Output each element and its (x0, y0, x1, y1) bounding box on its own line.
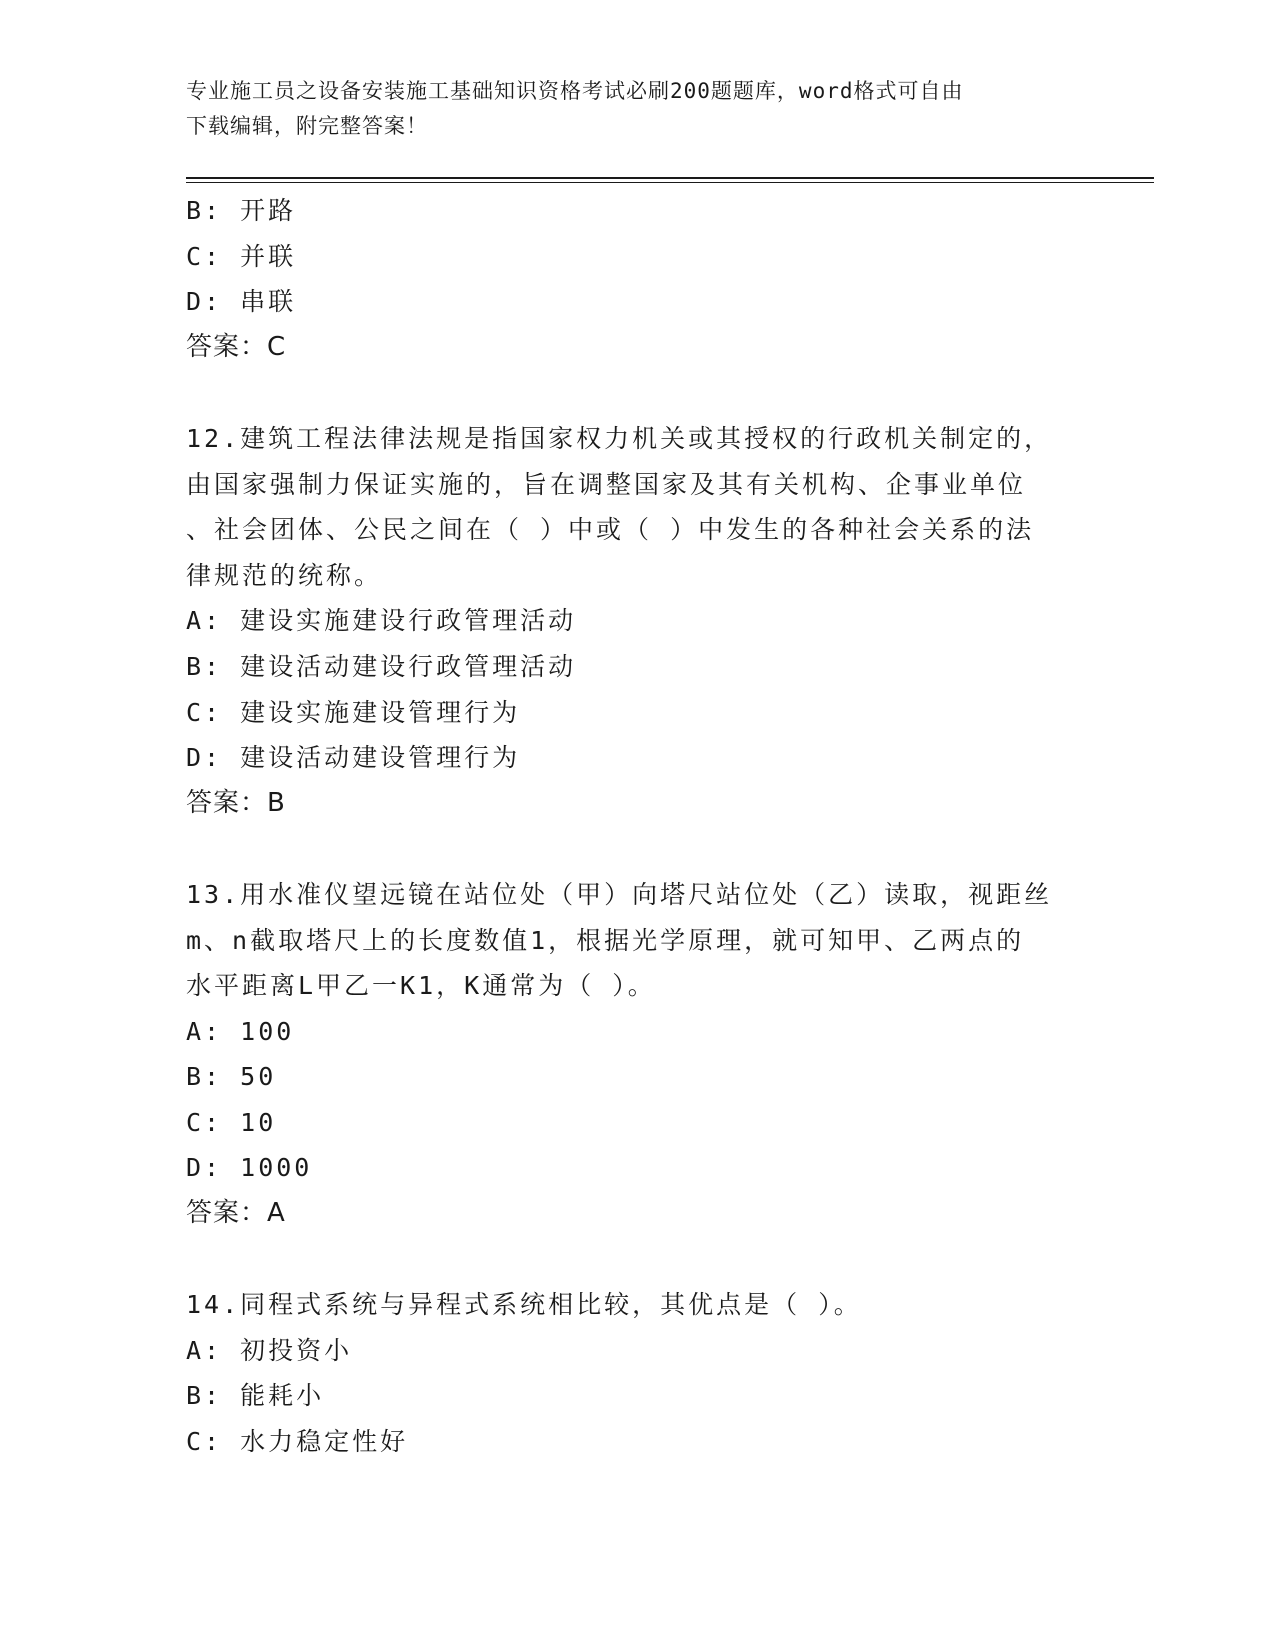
option-d: D: 串联 (186, 287, 297, 317)
option-b: B: 50 (186, 1062, 277, 1092)
option-b: B: 能耗小 (186, 1381, 325, 1411)
answer: 答案：B (186, 787, 286, 818)
question-11 (186, 188, 1086, 370)
option-b: B: 建设活动建设行政管理活动 (186, 651, 577, 681)
question-13 (186, 872, 1086, 1237)
question-stem-line: 13.用水准仪望远镜在站位处（甲）向塔尺站位处（乙）读取，视距丝 (186, 879, 1053, 909)
question-stem-line: 律规范的统称。 (186, 560, 383, 590)
spacer (186, 1237, 1086, 1283)
question-stem-line: 、社会团体、公民之间在（ ）中或（ ）中发生的各种社会关系的法 (186, 515, 1035, 545)
option-a: A: 初投资小 (186, 1335, 353, 1365)
document-header (186, 74, 1066, 144)
answer: 答案：C (186, 331, 287, 362)
header-divider-thin (186, 182, 1154, 183)
option-b: B: 开路 (186, 196, 297, 225)
question-12 (186, 416, 1086, 826)
header-divider-thick (186, 177, 1154, 179)
question-stem-line: 12.建筑工程法律法规是指国家权力机关或其授权的行政机关制定的， (186, 423, 1053, 453)
question-stem-line: 水平距离L甲乙一K1，K通常为（ ）。 (186, 971, 656, 1001)
question-stem-line: 由国家强制力保证实施的，旨在调整国家及其有关机构、企事业单位 (186, 469, 1027, 499)
question-content (186, 188, 1086, 1465)
answer: 答案：A (186, 1198, 286, 1229)
option-a: A: 100 (186, 1016, 295, 1046)
question-stem-line: m、n截取塔尺上的长度数值1，根据光学原理，就可知甲、乙两点的 (186, 925, 1025, 955)
option-c: C: 并联 (186, 241, 297, 271)
option-c: C: 水力稳定性好 (186, 1427, 409, 1457)
header-title-line-2: 下载编辑，附完整答案！ (186, 114, 428, 138)
option-c: C: 10 (186, 1107, 277, 1137)
option-d: D: 1000 (186, 1153, 313, 1183)
question-stem-line: 14.同程式系统与异程式系统相比较，其优点是（ ）。 (186, 1290, 862, 1320)
spacer (186, 370, 1086, 416)
option-c: C: 建设实施建设管理行为 (186, 697, 521, 727)
option-a: A: 建设实施建设行政管理活动 (186, 606, 577, 636)
option-d: D: 建设活动建设管理行为 (186, 743, 521, 773)
spacer (186, 826, 1086, 872)
header-title-line-1: 专业施工员之设备安装施工基础知识资格考试必刷200题题库，word格式可自由 (186, 79, 964, 103)
question-14 (186, 1282, 1086, 1464)
